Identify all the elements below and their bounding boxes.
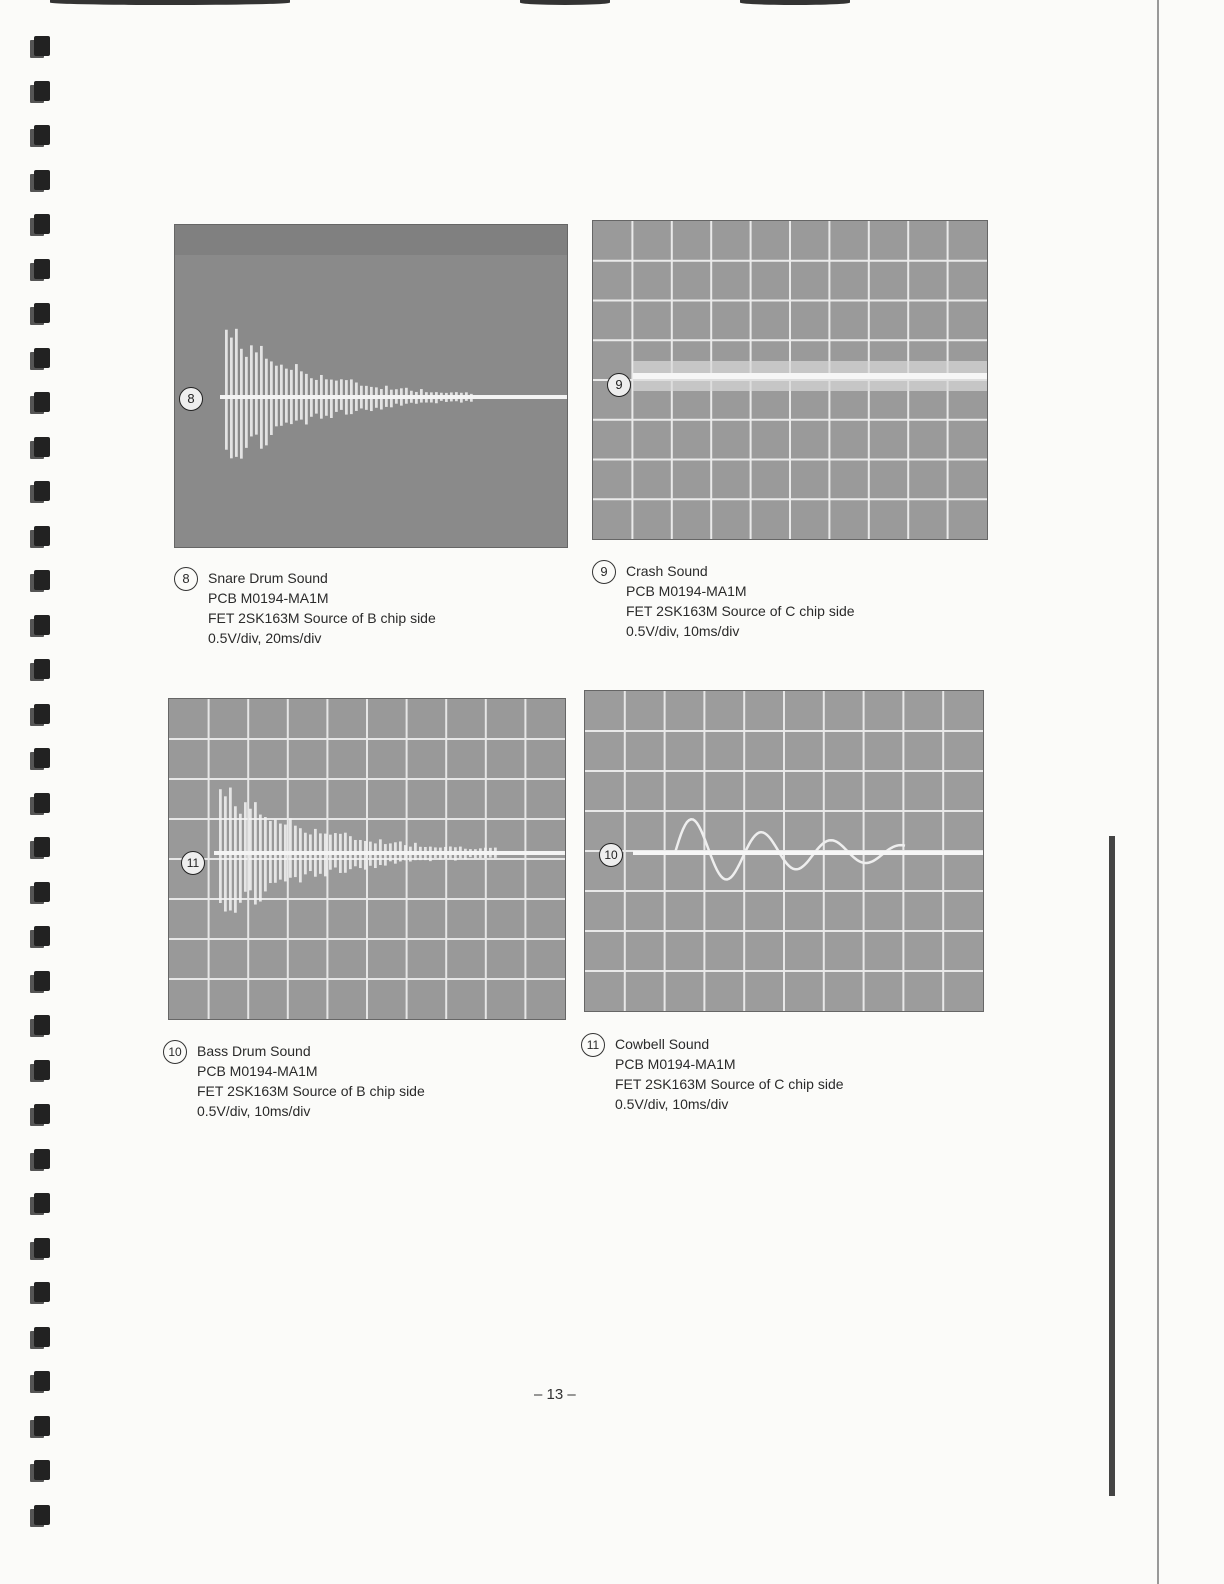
binding-hole xyxy=(34,1193,50,1213)
binding-hole xyxy=(34,481,50,501)
caption-scale: 0.5V/div, 10ms/div xyxy=(626,623,740,639)
binding-hole xyxy=(34,748,50,768)
caption-crash xyxy=(600,561,855,641)
scan-edge xyxy=(1157,0,1159,1584)
binding-hole xyxy=(34,1149,50,1169)
page-number: – 13 – xyxy=(534,1386,576,1403)
caption-pcb: PCB M0194-MA1M xyxy=(626,583,747,599)
binding-hole xyxy=(34,392,50,412)
caption-scale: 0.5V/div, 10ms/div xyxy=(197,1103,311,1119)
cowbell-waveform xyxy=(585,691,983,1011)
binding-hole xyxy=(34,704,50,724)
binding-hole xyxy=(34,926,50,946)
caption-fet: FET 2SK163M Source of C chip side xyxy=(626,603,855,619)
caption-bass-drum xyxy=(168,1041,425,1121)
caption-number: 10 xyxy=(163,1040,187,1064)
caption-title: Bass Drum Sound xyxy=(197,1043,311,1059)
oscillograph-snare-drum xyxy=(174,224,568,548)
binding-hole xyxy=(34,615,50,635)
caption-snare-drum xyxy=(182,568,436,648)
binding-hole xyxy=(34,303,50,323)
caption-cowbell xyxy=(586,1034,844,1114)
caption-number: 9 xyxy=(592,560,616,584)
binding-hole xyxy=(34,36,50,56)
oscillograph-bass-drum xyxy=(168,698,566,1020)
caption-title: Snare Drum Sound xyxy=(208,570,328,586)
binding-hole xyxy=(34,1104,50,1124)
binding-hole xyxy=(34,125,50,145)
binding-hole xyxy=(34,1371,50,1391)
photo-marker: 9 xyxy=(607,373,631,397)
binding-holes xyxy=(26,0,78,1584)
caption-number: 11 xyxy=(581,1033,605,1057)
binding-hole xyxy=(34,1327,50,1347)
caption-title: Cowbell Sound xyxy=(615,1036,710,1052)
binding-hole xyxy=(34,659,50,679)
caption-fet: FET 2SK163M Source of B chip side xyxy=(208,610,436,626)
oscillograph-cowbell xyxy=(584,690,984,1012)
oscillograph-crash xyxy=(592,220,988,540)
binding-hole xyxy=(34,837,50,857)
bass-waveform xyxy=(169,699,565,1019)
binding-hole xyxy=(34,971,50,991)
caption-scale: 0.5V/div, 10ms/div xyxy=(615,1096,729,1112)
binding-hole xyxy=(34,1505,50,1525)
caption-number: 8 xyxy=(174,567,198,591)
scan-edge xyxy=(1109,836,1115,1496)
scan-mark xyxy=(520,0,610,5)
scan-mark xyxy=(50,0,290,5)
binding-hole xyxy=(34,570,50,590)
binding-hole xyxy=(34,437,50,457)
caption-pcb: PCB M0194-MA1M xyxy=(208,590,329,606)
caption-pcb: PCB M0194-MA1M xyxy=(197,1063,318,1079)
snare-waveform xyxy=(175,225,567,547)
crash-waveform xyxy=(593,221,987,539)
binding-hole xyxy=(34,214,50,234)
scan-mark xyxy=(740,0,850,5)
caption-fet: FET 2SK163M Source of B chip side xyxy=(197,1083,425,1099)
binding-hole xyxy=(34,1238,50,1258)
caption-scale: 0.5V/div, 20ms/div xyxy=(208,630,322,646)
binding-hole xyxy=(34,526,50,546)
photo-marker: 10 xyxy=(599,843,623,867)
binding-hole xyxy=(34,1282,50,1302)
binding-hole xyxy=(34,348,50,368)
photo-marker: 8 xyxy=(179,387,203,411)
binding-hole xyxy=(34,81,50,101)
binding-hole xyxy=(34,1416,50,1436)
binding-hole xyxy=(34,1460,50,1480)
photo-marker: 11 xyxy=(181,851,205,875)
binding-hole xyxy=(34,882,50,902)
caption-pcb: PCB M0194-MA1M xyxy=(615,1056,736,1072)
binding-hole xyxy=(34,1015,50,1035)
binding-hole xyxy=(34,1060,50,1080)
caption-fet: FET 2SK163M Source of C chip side xyxy=(615,1076,844,1092)
caption-title: Crash Sound xyxy=(626,563,708,579)
binding-hole xyxy=(34,259,50,279)
binding-hole xyxy=(34,793,50,813)
binding-hole xyxy=(34,170,50,190)
